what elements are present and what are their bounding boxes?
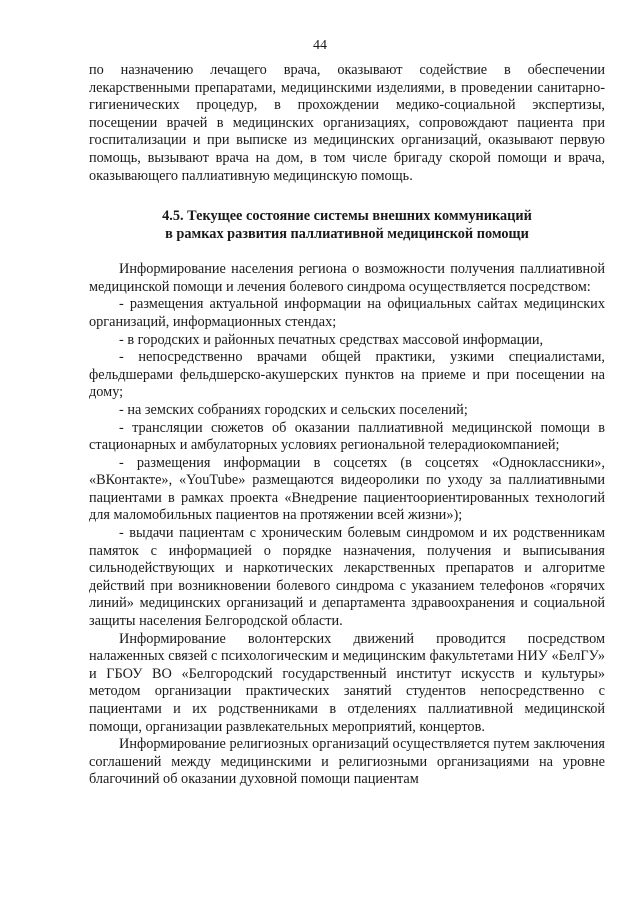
bullet-item: - выдачи пациентам с хроническим болевым синдромом и их родственникам памяток с информацией о порядке назначения, получения и выписывания сильнодействующих и наркотических лекарственных препаратов и алгоритме действий при возникновении болевого синдрома с указанием телефонов «горячих линий» медицинских организаций и департамента здравоохранения и социальной защиты населения Белгородской области. bbox=[89, 525, 605, 630]
document-body bbox=[89, 62, 605, 789]
page-number: 44 bbox=[313, 38, 327, 53]
bullet-item: - на земских собраниях городских и сельских поселений; bbox=[119, 401, 468, 418]
section-heading-line-2: в рамках развития паллиативной медицинской помощи bbox=[165, 226, 529, 243]
section-heading-line-1: 4.5. Текущее состояние системы внешних коммуникаций bbox=[162, 208, 532, 225]
volunteer-paragraph: Информирование волонтерских движений проводится посредством налаженных связей с психологическим и медицинским факультетами НИУ «БелГУ» и ГБОУ ВО «Белгородский государственный институт искусств и культуры» методом организации практических занятий студентов непосредственно с пациентами и их родственниками в отделениях паллиативной медицинской помощи, организации развлекательных мероприятий, концертов. bbox=[89, 630, 605, 735]
religious-paragraph: Информирование религиозных организаций осуществляется путем заключения соглашений между медицинскими и религиозными организациями на уровне благочиний об оказании духовной помощи пациентам bbox=[89, 736, 605, 788]
bullet-list bbox=[89, 296, 605, 630]
section-heading bbox=[89, 207, 605, 243]
bullet-item: - трансляции сюжетов об оказании паллиативной медицинской помощи в стационарных и амбулаторных условиях региональной телерадиокомпанией; bbox=[89, 419, 605, 454]
bullet-item: - в городских и районных печатных средствах массовой информации, bbox=[119, 331, 544, 348]
bullet-item: - непосредственно врачами общей практики, узкими специалистами, фельдшерами фельдшерско-акушерских пунктов на приеме и при посещении на дому; bbox=[89, 349, 605, 401]
intro-paragraph: по назначению лечащего врача, оказывают содействие в обеспечении лекарственными препаратами, медицинскими изделиями, в проведении санитарно-гигиенических процедур, в прохождении медико-социальной экспертизы, посещении врачей в медицинских организациях, сопровождают пациента при госпитализации и при выписке из медицинских организаций, оказывают первую помощь, вызывают врача на дом, в том числе бригаду скорой помощи и врача, оказывающего паллиативную медицинскую помощь. bbox=[89, 62, 605, 184]
bullet-item: - размещения информации в соцсетях (в соцсетях «Одноклассники», «ВКонтакте», «YouTube» размещаются видеоролики по уходу за паллиативными пациентами в рамках проекта «Внедрение пациентоориентированных технологий для маломобильных пациентов на протяжении всей жизни»); bbox=[89, 454, 605, 524]
lead-paragraph: Информирование населения региона о возможности получения паллиативной медицинской помощи и лечения болевого синдрома осуществляется посредством: bbox=[89, 261, 605, 295]
bullet-item: - размещения актуальной информации на официальных сайтах медицинских организаций, информационных стендах; bbox=[89, 296, 605, 330]
